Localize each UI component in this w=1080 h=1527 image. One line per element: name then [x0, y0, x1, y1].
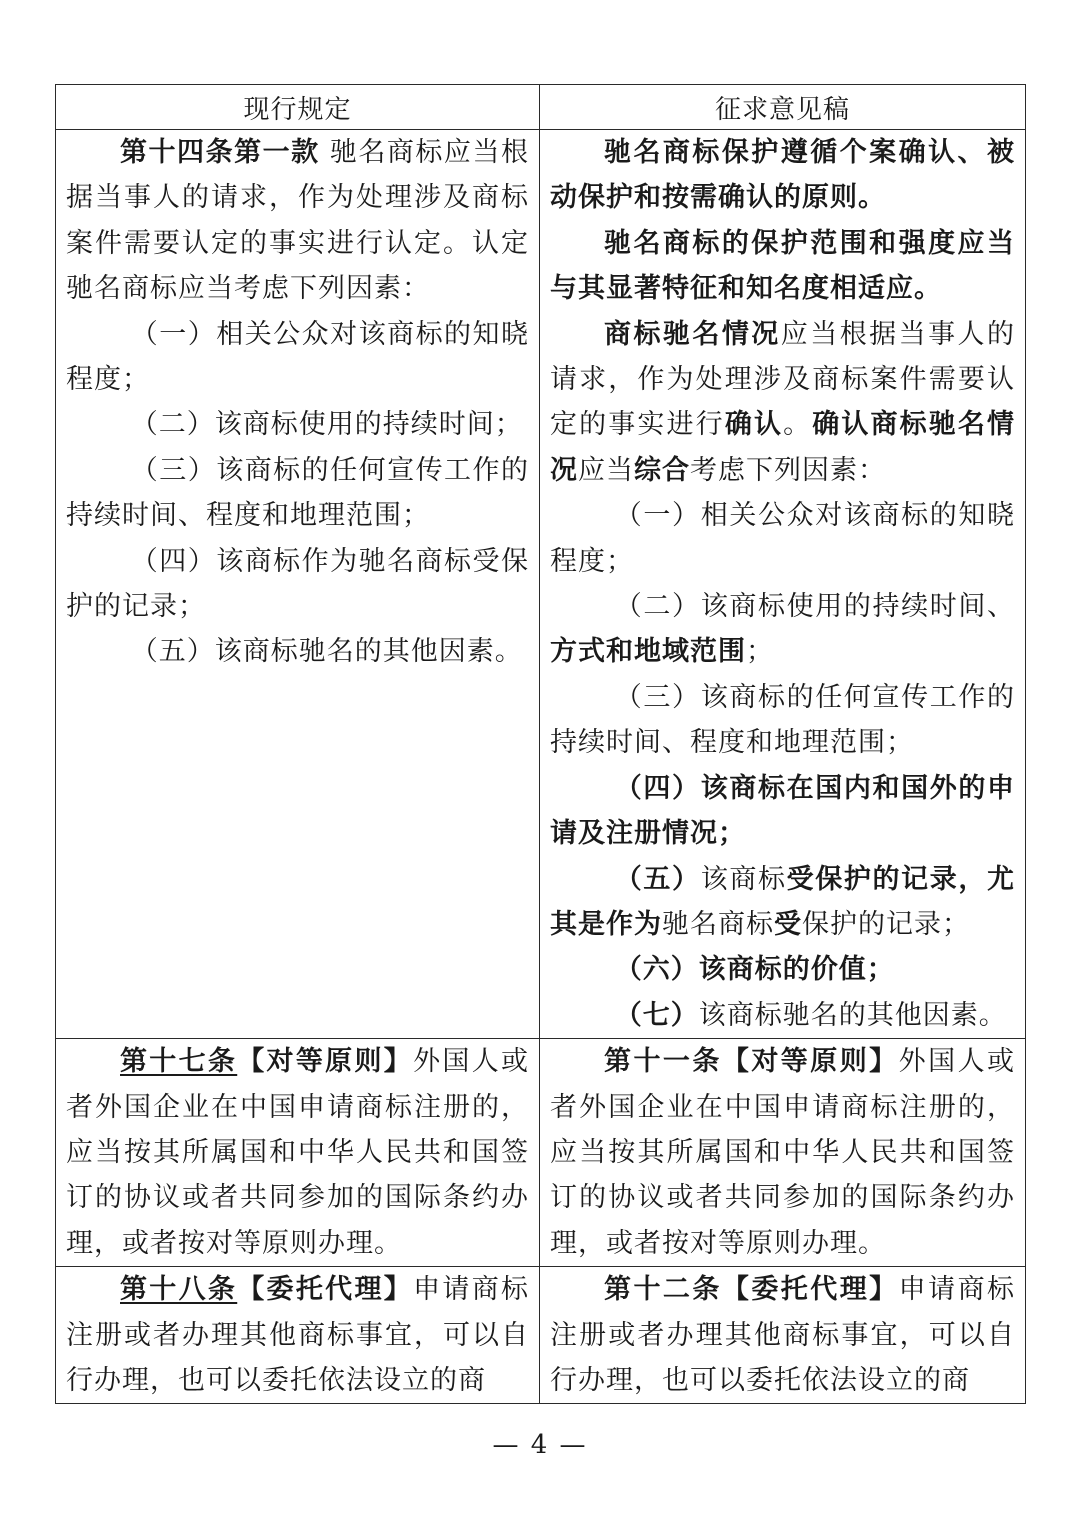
bold-text: 商标驰名情况: [604, 318, 781, 350]
current-cell-art18: [56, 1267, 540, 1404]
article-title: 【对等原则】: [721, 1046, 899, 1078]
article-label: 第十一条: [604, 1046, 722, 1078]
article-label: 第十四条第一款: [120, 137, 320, 168]
article-text: 驰名商标应当根据当事人的请求，作为处理涉及商标案件需要认定的事实进行认定。认定驰名商标应当考虑下列因素：: [66, 137, 529, 305]
bold-text: 方式和地域范围: [550, 636, 746, 668]
list-item: [550, 857, 1015, 948]
plain-text: 。: [783, 409, 813, 441]
article-text: 外国人或者外国企业在中国申请商标注册的，应当按其所属国和中华人民共和国签订的协议或者共同参加的国际条约办理，或者按对等原则办理。: [66, 1046, 530, 1259]
article-label: 第十七条: [120, 1046, 238, 1078]
draft-cell-art12: [540, 1267, 1026, 1404]
comparison-table: [55, 84, 1026, 1404]
plain-text: 保护的记录；: [802, 908, 970, 940]
article-label: 第十八条: [120, 1274, 238, 1306]
article-text: 申请商标注册或者办理其他商标事宜，可以自行办理，也可以委托依法设立的商: [550, 1274, 1016, 1396]
list-item: （三）该商标的任何宣传工作的持续时间、程度和地理范围；: [66, 454, 529, 532]
article-title: 【委托代理】: [237, 1274, 414, 1306]
table-row: [56, 1039, 1026, 1267]
current-cell-art17: [56, 1039, 540, 1267]
article-text: 申请商标注册或者办理其他商标事宜，可以自行办理，也可以委托依法设立的商: [66, 1274, 530, 1396]
list-item: （四）该商标作为驰名商标受保护的记录；: [66, 545, 529, 623]
table-header-row: [56, 85, 1026, 130]
table-row: [56, 130, 1026, 1039]
table-row: [56, 1267, 1026, 1404]
draft-paragraph: 驰名商标保护遵循个案确认、被动保护和按需确认的原则。: [550, 137, 1015, 214]
bold-text: （五）: [614, 863, 701, 895]
draft-cell-art11: [540, 1039, 1026, 1267]
plain-text: （二）该商标使用的持续时间、: [614, 591, 1015, 623]
article-title: 【委托代理】: [721, 1274, 899, 1306]
list-item: （一）相关公众对该商标的知晓程度；: [66, 318, 529, 396]
draft-paragraph: 驰名商标的保护范围和强度应当与其显著特征和知名度相适应。: [550, 227, 1015, 305]
draft-paragraph: [550, 312, 1015, 494]
draft-cell-well-known-marks: [540, 130, 1026, 1039]
current-cell-art14: [56, 130, 540, 1039]
plain-text: 驰名商标: [662, 908, 774, 940]
plain-text: 应当根据当事人的请求，作为处理涉及商标案件需要认定的事实进行: [550, 318, 1016, 441]
header-draft: 征求意见稿: [540, 85, 1026, 130]
article-label: 第十二条: [604, 1274, 722, 1306]
page-number: — 4 —: [492, 1430, 588, 1460]
plain-text: ；: [746, 636, 774, 668]
bold-text: 综合: [634, 454, 690, 486]
list-item: [550, 584, 1015, 675]
bold-text: 受: [774, 908, 802, 940]
list-item: （六）该商标的价值；: [614, 954, 895, 986]
list-item: （五）该商标驰名的其他因素。: [130, 636, 523, 668]
list-item: （二）该商标使用的持续时间；: [130, 409, 523, 441]
article-text: 外国人或者外国企业在中国申请商标注册的，应当按其所属国和中华人民共和国签订的协议或者共同参加的国际条约办理，或者按对等原则办理。: [550, 1046, 1016, 1259]
list-item: （一）相关公众对该商标的知晓程度；: [550, 500, 1015, 577]
bold-text: 受保护的记录，尤其是作为: [550, 863, 1016, 940]
bold-text: 确认商标驰名情况: [550, 409, 1016, 486]
plain-text: 该商标驰名的其他因素。: [698, 999, 1007, 1031]
bold-text: （七）: [614, 999, 699, 1031]
list-item: （三）该商标的任何宣传工作的持续时间、程度和地理范围；: [550, 681, 1015, 759]
plain-text: 该商标: [700, 863, 787, 895]
plain-text: 应当: [578, 454, 634, 486]
list-item: [550, 993, 1015, 1038]
article-title: 【对等原则】: [237, 1046, 414, 1078]
header-current-rules: 现行规定: [56, 85, 540, 130]
plain-text: 考虑下列因素：: [690, 454, 886, 486]
bold-text: 确认: [724, 409, 784, 441]
list-item: （四）该商标在国内和国外的申请及注册情况；: [550, 772, 1015, 850]
